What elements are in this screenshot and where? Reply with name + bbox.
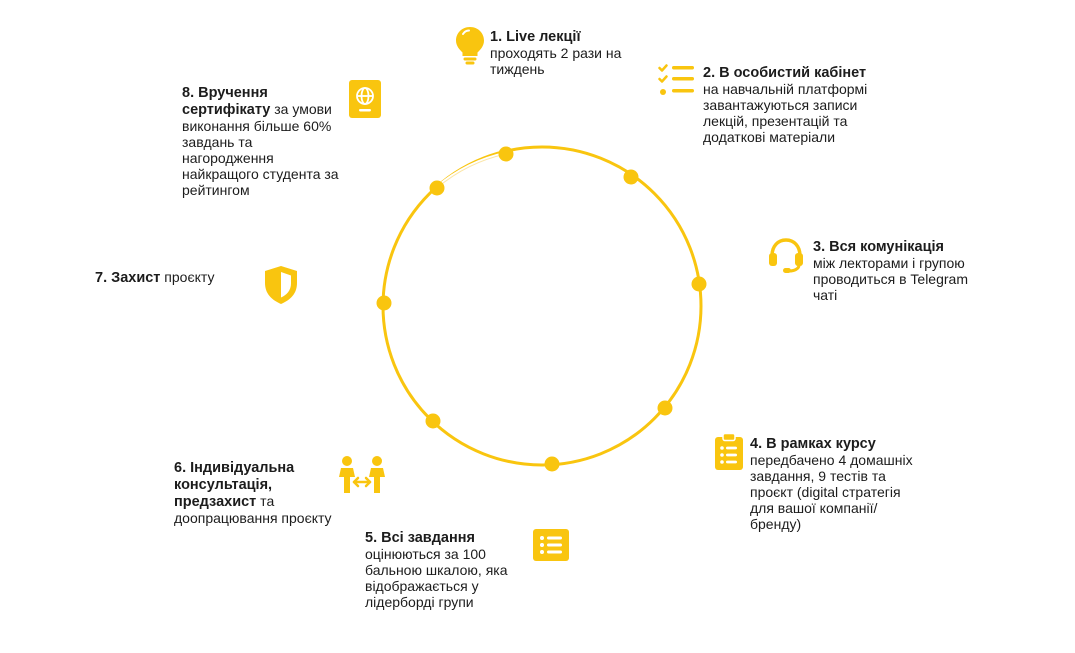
step-5-title: 5. Всі завдання	[365, 530, 475, 546]
step-4-body: передбачено 4 домашніх завдання, 9 тестів та проєкт (digital стратегія для вашої компанії/ бренду)	[750, 452, 913, 532]
step-3-marker	[692, 277, 707, 292]
step-1-body: проходять 2 рази на тиждень	[490, 45, 622, 77]
step-3-body: між лекторами і групою проводиться в Telegram чаті	[813, 255, 968, 303]
step-2-marker	[624, 170, 639, 185]
headset-icon	[767, 236, 805, 274]
step-4	[750, 435, 925, 532]
step-4-marker	[658, 401, 673, 416]
step-2-body: на навчальній платформі завантажуються записи лекцій, презентацій та додаткові матеріали	[703, 81, 868, 145]
shield-icon	[263, 265, 299, 305]
step-7-body: проєкту	[160, 269, 215, 285]
step-5	[365, 529, 540, 610]
step-3	[813, 238, 988, 303]
certificate-icon	[349, 80, 381, 118]
ring-gap	[437, 154, 506, 188]
step-4-title: 4. В рамках курсу	[750, 436, 876, 452]
step-2-title: 2. В особистий кабінет	[703, 65, 867, 81]
step-7-marker	[377, 296, 392, 311]
step-5-body: оцінюються за 100 бальною шкалою, яка відображається у лідерборді групи	[365, 546, 508, 610]
step-1-marker	[499, 147, 514, 162]
step-1-title: 1. Live лекції	[490, 29, 581, 45]
consultation-icon	[339, 455, 385, 495]
step-8-body: за умови виконання більше 60% завдань та нагородження найкращого студента за рейтингом	[182, 101, 339, 198]
step-6-marker	[426, 414, 441, 429]
step-6	[174, 459, 334, 526]
step-5-marker	[545, 457, 560, 472]
step-2	[703, 64, 873, 145]
step-8-marker	[430, 181, 445, 196]
step-7	[95, 269, 260, 286]
step-3-title: 3. Вся комунікація	[813, 239, 944, 255]
step-8	[182, 84, 342, 198]
ring-gap-line	[437, 154, 506, 188]
step-8-title: 8. Вручення сертифікату	[182, 85, 271, 118]
step-1	[490, 28, 650, 77]
checklist-icon	[658, 63, 696, 97]
step-6-body: та доопрацювання проєкту	[174, 493, 332, 526]
clipboard-list-icon	[714, 433, 744, 471]
lightbulb-icon	[455, 26, 485, 66]
step-6-title: 6. Індивідуальна консультація, предзахист	[174, 460, 295, 510]
step-7-title: 7. Захист	[95, 270, 161, 286]
